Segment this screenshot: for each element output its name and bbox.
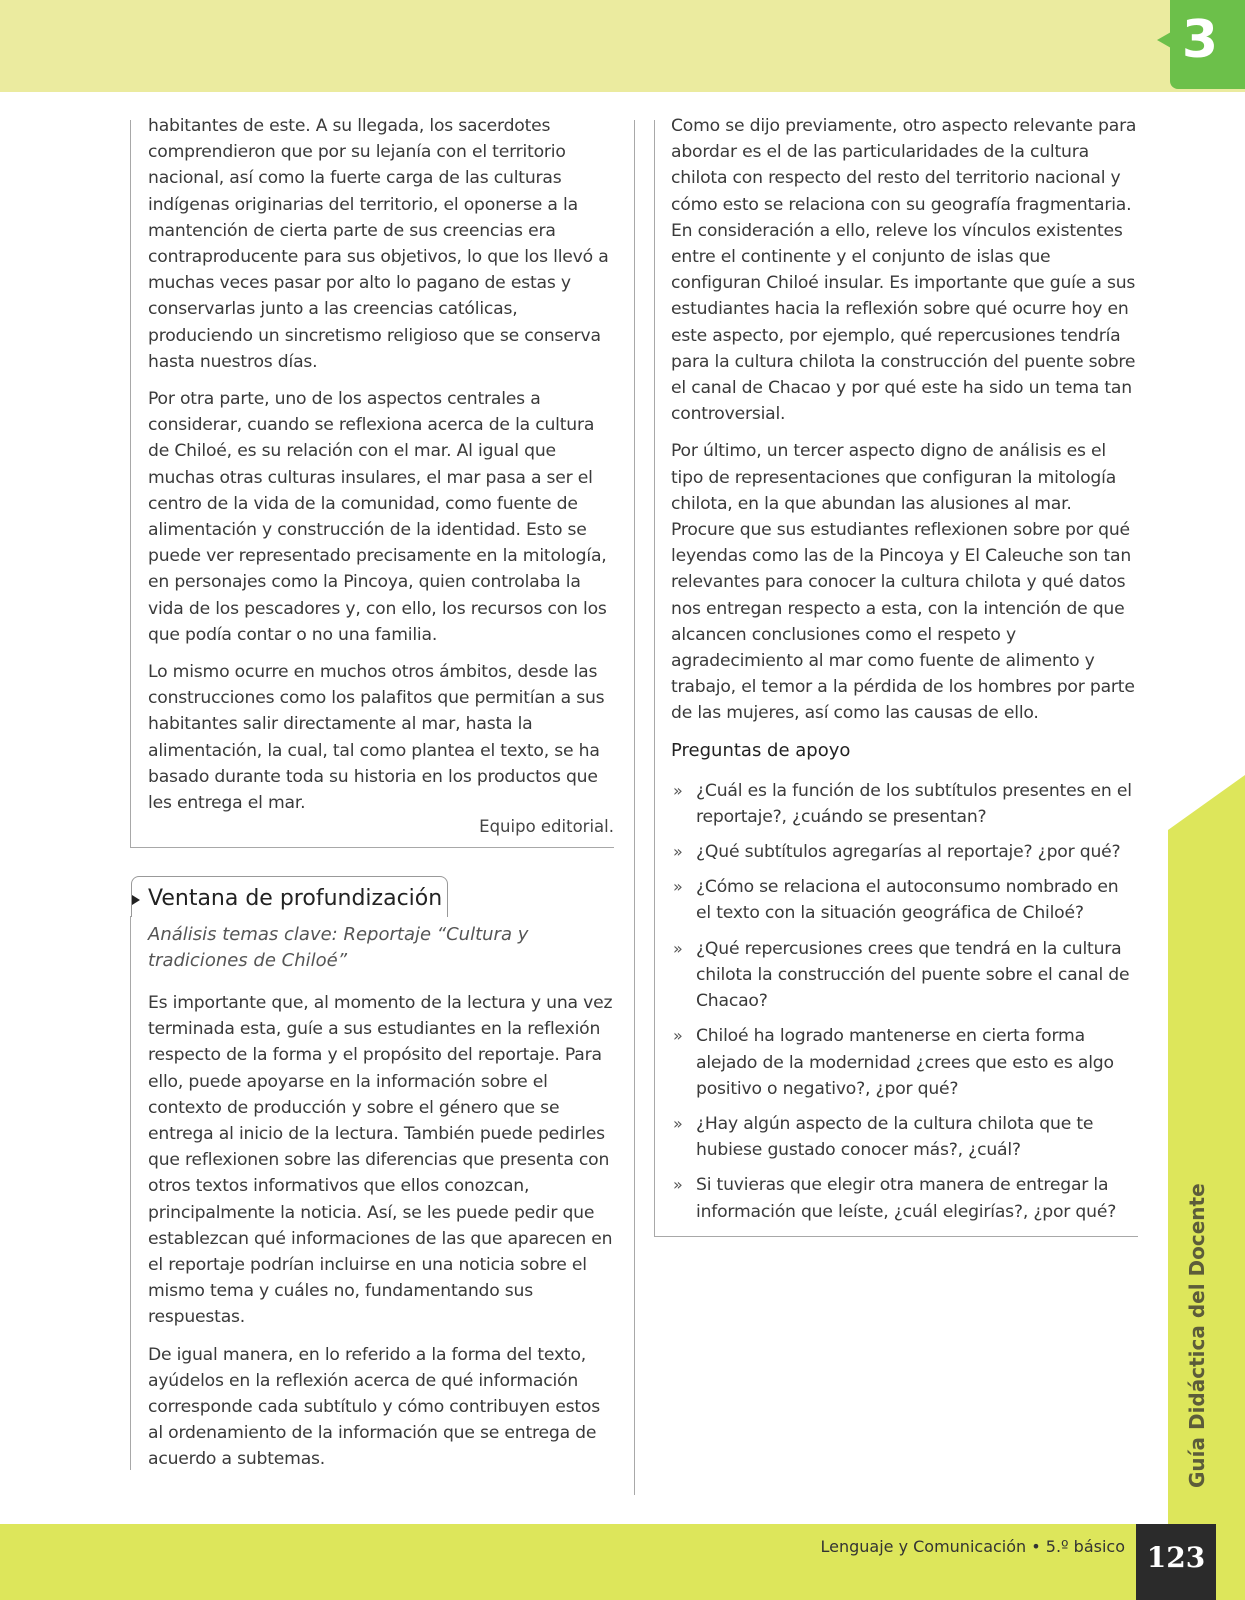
list-item [671,874,1137,926]
right-column-text [671,113,1137,1234]
bullet-icon: » [673,780,683,800]
chapter-tab-notch [1157,32,1171,48]
question-text: ¿Cómo se relaciona el autoconsumo nombrado en el texto con la situación geográfica de Chiloé? [696,877,1119,924]
list-item [671,1111,1137,1163]
sidebar-title: Guía Didáctica del Docente [1185,1183,1209,1488]
paragraph: De igual manera, en lo referido a la forma del texto, ayúdelos en la reflexión acerca de qué información corresponde cada subtítulo y cómo contribuyen estos al ordenamiento de la información que se entrega de acuerdo a subtemas. [148,1344,600,1470]
question-text: ¿Qué repercusiones crees que tendrá en la cultura chilota la construcción del puente sobre el canal de Chacao? [696,938,1130,1012]
box-text [148,990,614,1484]
page-number: 123 [1146,1541,1206,1574]
bullet-icon: » [673,842,683,862]
paragraph: Es importante que, al momento de la lectura y una vez terminada esta, guíe a sus estudiantes en la reflexión respecto de la forma y el propósito del reportaje. Para ello, puede apoyarse en la información sobre el contexto de producción y sobre el género que se entrega al inicio de la lectura. También puede pedirles que reflexionen sobre las diferencias que presenta con otros textos informativos que ellos conozcan, principalmente la noticia. Así, se les puede pedir que establezcan qué informaciones de las que aparecen en el reportaje podrían incluirse en una noticia sobre el mismo tema y cuáles no, fundamentando sus respuestas. [148,993,613,1328]
list-item [671,1172,1137,1224]
list-item [671,936,1137,1015]
paragraph: Lo mismo ocurre en muchos otros ámbitos, desde las construcciones como los palafitos que permitían a sus habitantes salir directamente al mar, hasta la alimentación, la cual, tal como plantea el texto, se ha basado durante toda su historia en los productos que les entrega el mar. [148,662,605,814]
triangle-right-icon [132,895,140,905]
right-column-rule [654,120,655,1237]
question-text: ¿Qué subtítulos agregarías al reportaje? ¿por qué? [696,842,1121,863]
bullet-icon: » [673,1113,683,1133]
bullet-icon: » [673,1175,683,1195]
paragraph: Como se dijo previamente, otro aspecto relevante para abordar es el de las particularidades de la cultura chilota con respecto del resto del territorio nacional y cómo esto se relaciona con su geografía fragmentaria. En consideración a ello, releve los vínculos existentes entre el continente y el conjunto de islas que configuran Chiloé insular. Es importante que guíe a sus estudiantes hacia la reflexión sobre qué ocurre hoy en este aspecto, por ejemplo, qué repercusiones tendría para la cultura chilota la construcción del puente sobre el canal de Chacao y por qué este ha sido un tema tan controversial. [671,116,1137,425]
left-column-bottom-rule [130,847,614,848]
question-text: Si tuvieras que elegir otra manera de entregar la información que leíste, ¿cuál elegirías?, ¿por qué? [696,1175,1117,1222]
left-column-text [148,113,614,827]
right-column-bottom-rule [654,1236,1138,1237]
list-item [671,839,1137,865]
question-text: Chiloé ha logrado mantenerse en cierta forma alejado de la modernidad ¿crees que esto es algo positivo o negativo?, ¿por qué? [696,1026,1114,1099]
question-text: ¿Hay algún aspecto de la cultura chilota que te hubiese gustado conocer más?, ¿cuál? [696,1113,1094,1161]
question-text: ¿Cuál es la función de los subtítulos presentes en el reportaje?, ¿cuándo se presentan? [696,780,1132,827]
questions-heading: Preguntas de apoyo [671,739,851,761]
chapter-number: 3 [1181,10,1219,70]
paragraph: habitantes de este. A su llegada, los sacerdotes comprendieron que por su lejanía con el territorio nacional, así como la fuerte carga de las culturas indígenas originarias del territorio, el oponerse a la mantención de cierta parte de sus creencias era contraproducente para sus objetivos, lo que los llevó a muchas veces pasar por alto lo pagano de estas y conservarlas junto a las creencias católicas, produciendo un sincretismo religioso que se conserva hasta nuestros días. [148,116,609,372]
bullet-icon: » [673,1026,683,1046]
list-item [671,778,1137,830]
box-left-rule [130,916,131,1470]
paragraph: Por otra parte, uno de los aspectos centrales a considerar, cuando se reflexiona acerca de la cultura de Chiloé, es su relación con el mar. Al igual que muchas otras culturas insulares, el mar pasa a ser el centro de la vida de la comunidad, como fuente de alimentación y construcción de la identidad. Esto se puede ver representado precisamente en la mitología, en personajes como la Pincoya, quien controlaba la vida de los pescadores y, con ello, los recursos con los que podía contar o no una familia. [148,389,607,645]
box-title: Ventana de profundización [148,886,443,911]
bullet-icon: » [673,877,683,897]
paragraph: Por último, un tercer aspecto digno de análisis es el tipo de representaciones que configuran la mitología chilota, en la que abundan las alusiones al mar. Procure que sus estudiantes reflexionen sobre por qué leyendas como las de la Pincoya y El Caleuche son tan relevantes para conocer la cultura chilota y qué datos nos entregan respecto a esta, con la intención de que alcancen conclusiones como el respeto y agradecimiento al mar como fuente de alimento y trabajo, el temor a la pérdida de los hombres por parte de las mujeres, así como las causas de ello. [671,441,1135,724]
left-column-rule [130,120,131,848]
center-divider-rule [634,120,635,1495]
questions-list [671,778,1137,1225]
box-subtitle: Análisis temas clave: Reportaje “Cultura y tradiciones de Chiloé” [148,924,529,971]
footer-text: Lenguaje y Comunicación • 5.º básico [820,1537,1125,1556]
page-number-box [1136,1524,1216,1600]
signature: Equipo editorial. [479,817,614,836]
list-item [671,1023,1137,1102]
header-band [0,0,1245,92]
bullet-icon: » [673,938,683,958]
